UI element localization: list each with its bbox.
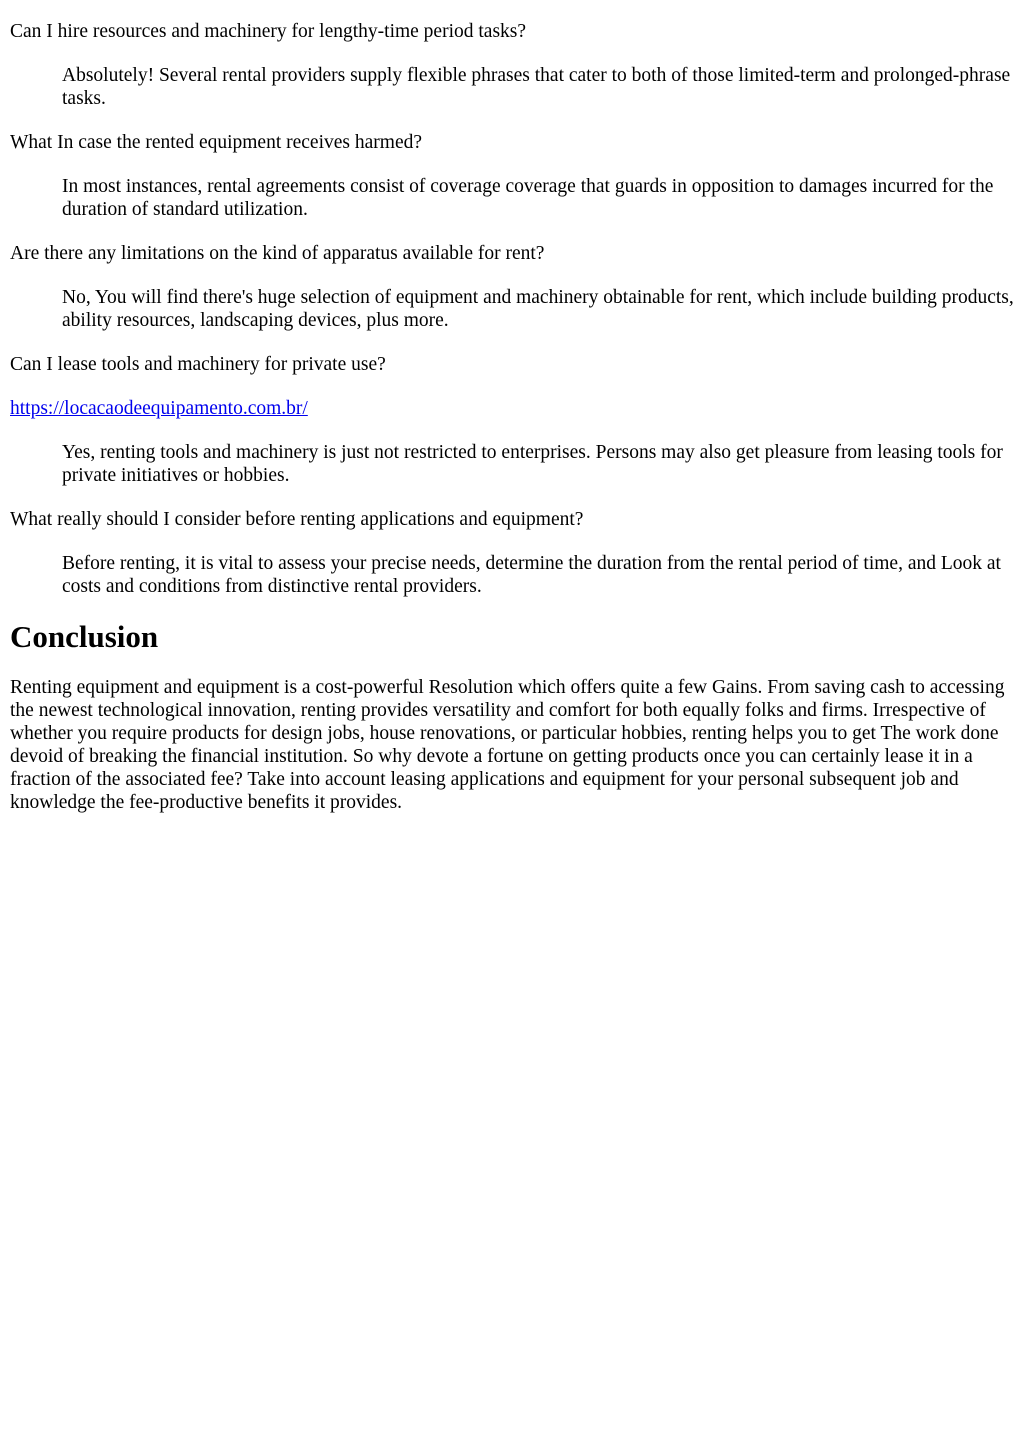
faq-question-4: Can I lease tools and machinery for private use? [10, 354, 386, 375]
faq-question-5: What really should I consider before renting applications and equipment? [10, 509, 584, 530]
faq-question-3: Are there any limitations on the kind of apparatus available for rent? [10, 243, 545, 264]
faq-question-2: What In case the rented equipment receives harmed? [10, 132, 423, 153]
conclusion-paragraph: Renting equipment and equipment is a cost-powerful Resolution which offers quite a few Gains. From saving cash to accessing the newest technological innovation, renting provides versatility and comfort for both equally folks and firms. Irrespective of whether you require products for design jobs, house renovations, or particular hobbies, renting helps you to get The work done devoid of breaking the financial institution. So why devote a fortune on getting products once you can certainly lease it in a fraction of the associated fee? Take into account leasing applications and equipment for your personal subsequent job and knowledge the fee-productive benefits it provides. [10, 677, 1005, 813]
faq-answer-3: No, You will find there's huge selection of equipment and machinery obtainable for rent, which include building products, ability resources, landscaping devices, plus more. [62, 287, 1014, 331]
faq-answer-2: In most instances, rental agreements consist of coverage coverage that guards in opposition to damages incurred for the duration of standard utilization. [62, 176, 994, 220]
faq-question-1: Can I hire resources and machinery for lengthy-time period tasks? [10, 21, 527, 42]
faq-answer-5: Before renting, it is vital to assess your precise needs, determine the duration from the rental period of time, and Look at costs and conditions from distinctive rental providers. [62, 553, 1001, 597]
external-link-paragraph [10, 397, 1014, 420]
faq-answer-1: Absolutely! Several rental providers supply flexible phrases that cater to both of those limited-term and prolonged-phrase tasks. [62, 65, 1011, 109]
external-link[interactable]: https://locacaodeequipamento.com.br/ [10, 398, 308, 419]
conclusion-heading: Conclusion [10, 619, 159, 654]
faq-answer-4: Yes, renting tools and machinery is just not restricted to enterprises. Persons may also get pleasure from leasing tools for private initiatives or hobbies. [62, 442, 1003, 486]
